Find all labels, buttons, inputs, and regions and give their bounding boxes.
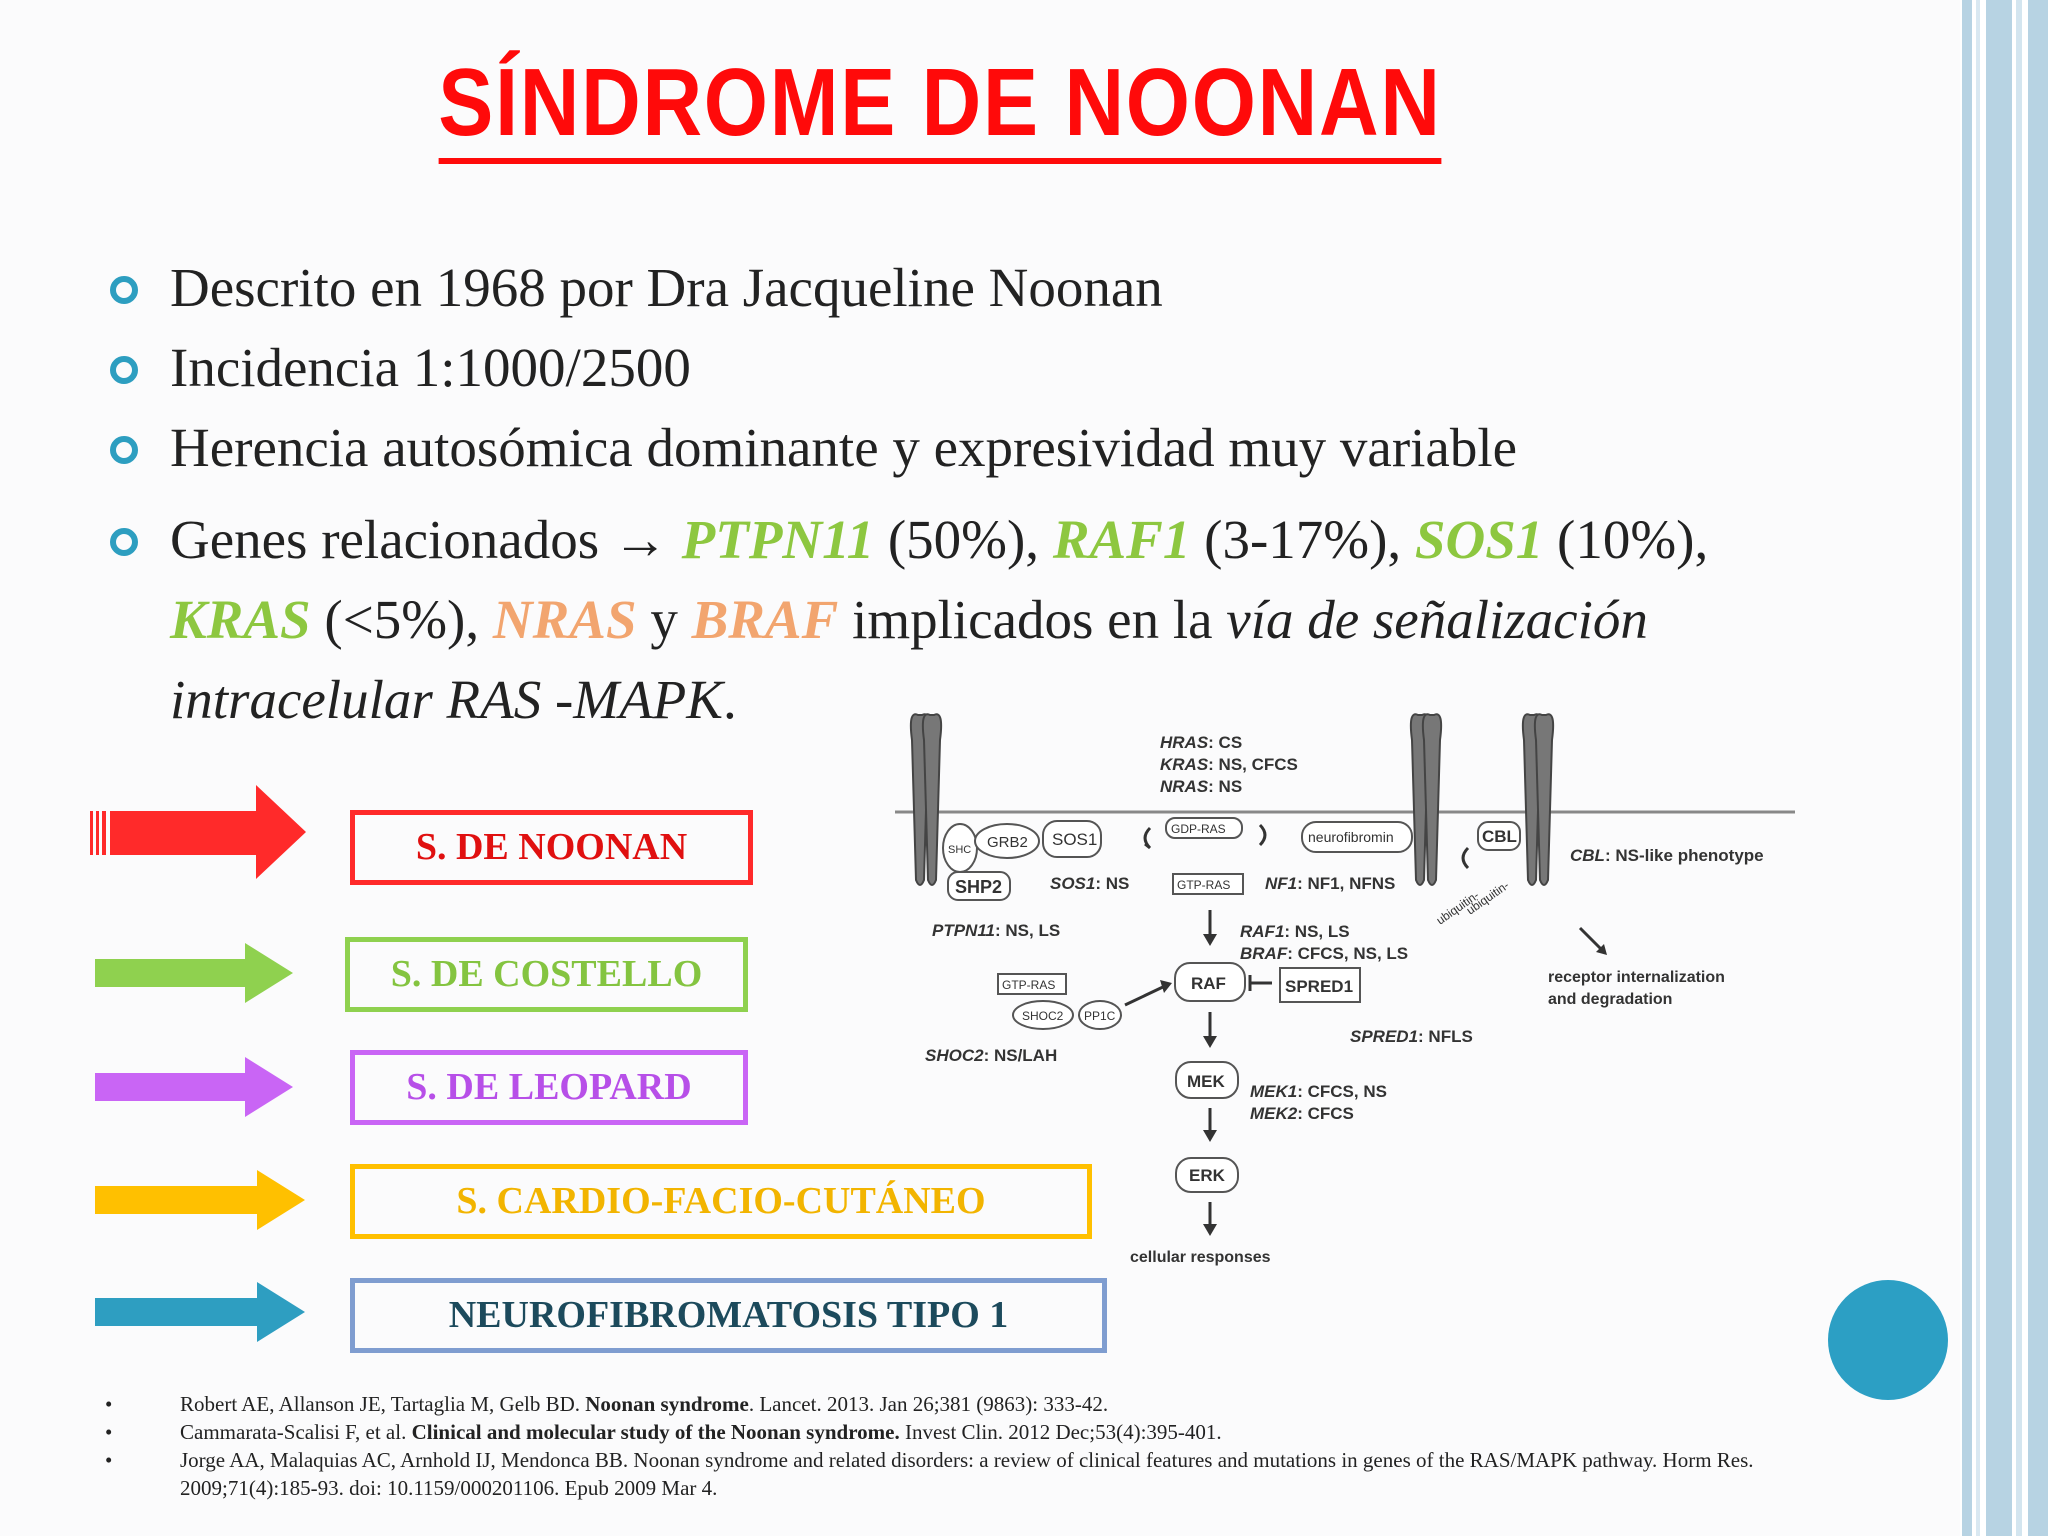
receptor-left — [911, 714, 941, 885]
label: SHOC2 — [925, 1046, 984, 1065]
label: : NF1, NFNS — [1297, 874, 1396, 893]
svg-text:HRAS: CS — [1160, 733, 1242, 752]
label: SPRED1 — [1350, 1027, 1419, 1046]
label: PTPN11 — [932, 921, 995, 940]
border-stripe — [2028, 0, 2048, 1536]
label: RAF — [1191, 974, 1226, 993]
arrow-line — [1125, 986, 1165, 1005]
ras-mapk-pathway-diagram — [880, 700, 1820, 1280]
gene-raf1: RAF1 — [1052, 509, 1191, 570]
curved-arrow-icon — [1145, 828, 1150, 848]
receptor-middle — [1411, 714, 1441, 885]
label: : CS — [1208, 733, 1243, 752]
label: : NS/LAH — [983, 1046, 1058, 1065]
ref-title: Noonan syndrome — [585, 1392, 749, 1416]
bullet-ring-icon — [110, 276, 138, 304]
svg-text:MEK2: CFCS — [1250, 1104, 1354, 1123]
label: KRAS — [1160, 755, 1209, 774]
decorative-circle — [1828, 1280, 1948, 1400]
ref-text: Cammarata-Scalisi F, et al. — [180, 1420, 412, 1444]
title-text: SÍNDROME DE NOONAN — [438, 49, 1441, 164]
label: HRAS — [1160, 733, 1209, 752]
arrow-icon — [95, 1170, 307, 1230]
label: neurofibromin — [1308, 829, 1394, 845]
genes-lead: Genes relacionados → — [170, 509, 682, 570]
gene-pct: (<5%), — [310, 589, 493, 650]
svg-text:KRAS: NS, CFCS — [1160, 755, 1298, 774]
pathway-text: vía de señalización intracelular RAS -MAPK — [170, 589, 1648, 730]
label: SOS1 — [1052, 830, 1098, 849]
syndrome-box: S. DE COSTELLO — [345, 937, 748, 1012]
ref-bullet: • — [105, 1392, 113, 1416]
bullet-item — [110, 328, 1860, 408]
bullet-item — [110, 408, 1860, 488]
reference-item — [105, 1418, 1865, 1446]
references — [105, 1390, 1865, 1502]
striped-arrow-icon — [88, 785, 308, 880]
label: ubiquitin- — [1463, 878, 1512, 918]
label: MEK1 — [1250, 1082, 1298, 1101]
border-stripe — [1986, 0, 2012, 1536]
syndrome-box: S. DE NOONAN — [350, 810, 753, 885]
bullet-text: Incidencia 1:1000/2500 — [170, 337, 691, 398]
svg-text:NRAS: NS — [1160, 777, 1242, 796]
label: SHOC2 — [1022, 1009, 1064, 1023]
label: ubiquitin- — [1433, 888, 1482, 928]
label: BRAF — [1240, 944, 1288, 963]
label: SPRED1 — [1285, 977, 1354, 996]
receptor-right — [1523, 714, 1553, 885]
label: SOS1 — [1050, 874, 1096, 893]
label: CBL — [1482, 827, 1517, 846]
label: cellular responses — [1130, 1249, 1271, 1266]
ref-text: Invest Clin. 2012 Dec;53(4):395-401. — [899, 1420, 1222, 1444]
slide-title — [132, 48, 1749, 158]
ref-title: Clinical and molecular study of the Noonan syndrome. — [411, 1420, 900, 1444]
gene-conj: y — [636, 589, 692, 650]
label: GTP-RAS — [1002, 978, 1056, 992]
bullet-text: Descrito en 1968 por Dra Jacqueline Noonan — [170, 257, 1163, 318]
syndrome-box: NEUROFIBROMATOSIS TIPO 1 — [350, 1278, 1107, 1353]
ref-bullet: • — [105, 1420, 113, 1444]
label: CBL — [1570, 846, 1605, 865]
svg-text:SPRED1: NFLS — [1350, 1027, 1473, 1046]
arrow-icon — [95, 1282, 307, 1342]
label: SHC — [948, 844, 972, 856]
bullet-ring-icon — [110, 528, 138, 556]
label: SHP2 — [955, 877, 1003, 897]
svg-text:CBL: NS-like phenotype — [1570, 846, 1764, 865]
reference-item — [105, 1390, 1865, 1418]
label: : NS, LS — [995, 921, 1061, 940]
label: MEK2 — [1250, 1104, 1298, 1123]
border-stripe — [2016, 0, 2022, 1536]
arrow-head-icon — [1203, 1224, 1217, 1236]
svg-text:PTPN11: NS, LS — [932, 921, 1060, 940]
label: : NS, CFCS — [1208, 755, 1298, 774]
label: and degradation — [1548, 991, 1673, 1008]
label: : CFCS, NS, LS — [1287, 944, 1409, 963]
syndrome-box: S. CARDIO-FACIO-CUTÁNEO — [350, 1164, 1092, 1239]
gene-nras: NRAS — [492, 589, 637, 650]
label: : NS — [1095, 874, 1130, 893]
svg-text:NF1: NF1, NFNS — [1265, 874, 1395, 893]
label: : CFCS, NS — [1297, 1082, 1387, 1101]
label: : NFLS — [1418, 1027, 1473, 1046]
bullet-text: Herencia autosómica dominante y expresividad muy variable — [170, 417, 1518, 478]
ref-bullet: • — [105, 1448, 113, 1472]
label: GRB2 — [987, 834, 1028, 851]
gene-sos1: SOS1 — [1414, 509, 1544, 570]
arrow-line — [1580, 928, 1602, 950]
label: GDP-RAS — [1171, 822, 1226, 836]
bullet-list — [110, 248, 1860, 740]
label: GTP-RAS — [1177, 878, 1231, 892]
label: RAF1 — [1240, 922, 1285, 941]
svg-text:RAF1: NS, LS — [1240, 922, 1350, 941]
gene-braf: BRAF — [691, 589, 839, 650]
gene-pct: (3-17%), — [1190, 509, 1415, 570]
reference-item — [105, 1446, 1865, 1502]
label: NF1 — [1265, 874, 1298, 893]
genes-end: . — [722, 669, 737, 730]
arrow-head-icon — [1203, 1036, 1217, 1048]
border-stripe — [1962, 0, 1972, 1536]
curved-arrow-icon — [1463, 848, 1468, 868]
label: PP1C — [1084, 1009, 1116, 1023]
arrow-head-icon — [1203, 1130, 1217, 1142]
bullet-ring-icon — [110, 436, 138, 464]
svg-text:MEK1: CFCS, NS — [1250, 1082, 1387, 1101]
ref-text: Robert AE, Allanson JE, Tartaglia M, Gelb BD. — [180, 1392, 586, 1416]
bullet-item — [110, 248, 1860, 328]
bullet-ring-icon — [110, 356, 138, 384]
label: : NS, LS — [1284, 922, 1350, 941]
gene-pct: (10%), — [1543, 509, 1709, 570]
arrow-head-icon — [1203, 934, 1217, 946]
ref-text: Jorge AA, Malaquias AC, Arnhold IJ, Mendonca BB. Noonan syndrome and related disorders: a review of clinical features and mutations in genes of the RAS/MAPK pathway. Horm Res. 2009;71(4):185-93. doi: 10.1159/000201106. Epub 2009 Mar 4. — [180, 1448, 1754, 1500]
curved-arrow-icon — [1260, 825, 1265, 845]
label: NRAS — [1160, 777, 1209, 796]
label: MEK — [1187, 1072, 1225, 1091]
syndrome-box: S. DE LEOPARD — [350, 1050, 748, 1125]
gene-kras: KRAS — [170, 589, 311, 650]
gene-ptpn11: PTPN11 — [681, 509, 875, 570]
arrow-icon — [95, 943, 295, 1003]
svg-text:SOS1: NS — [1050, 874, 1129, 893]
genes-text: implicados en la — [838, 589, 1227, 650]
svg-text:BRAF: CFCS, NS, LS — [1240, 944, 1408, 963]
label: : NS — [1208, 777, 1243, 796]
arrow-icon — [95, 1057, 295, 1117]
label: : CFCS — [1297, 1104, 1354, 1123]
ref-text: . Lancet. 2013. Jan 26;381 (9863): 333-42. — [748, 1392, 1109, 1416]
gene-pct: (50%), — [874, 509, 1053, 570]
border-stripe — [1976, 0, 1980, 1536]
label: ERK — [1189, 1166, 1225, 1185]
svg-text:SHOC2: NS/LAH — [925, 1046, 1057, 1065]
label: : NS-like phenotype — [1604, 846, 1764, 865]
label: receptor internalization — [1548, 969, 1725, 986]
